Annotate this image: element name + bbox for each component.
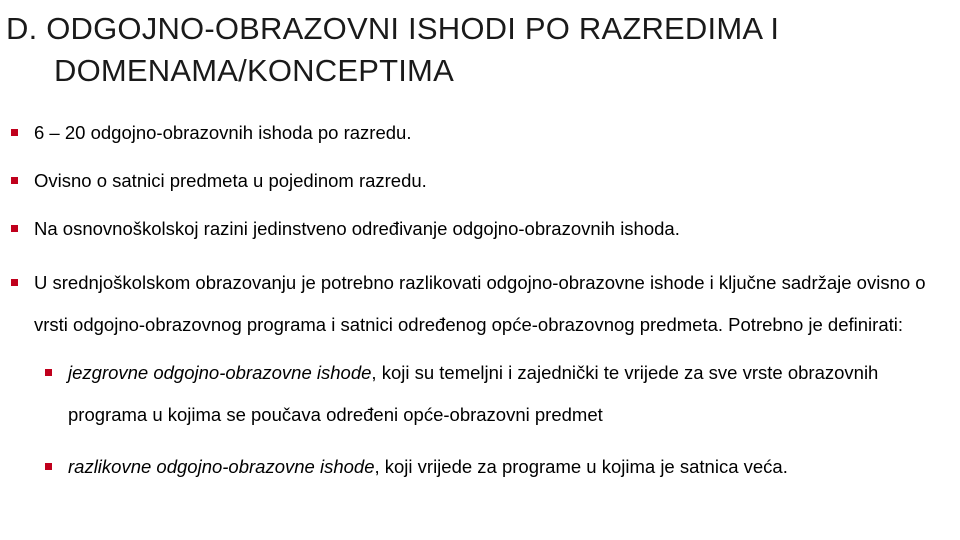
bullet-item [10,262,950,346]
sub-bullet-item [44,446,924,488]
sub-bullet-list [44,352,924,488]
slide-title-line-2: DOMENAMA/KONCEPTIMA [54,53,454,88]
bullet-list [10,118,950,488]
sub-bullet-text: , koji vrijede za programe u kojima je satnica veća. [374,456,788,477]
bullet-item [10,166,950,196]
sub-bullet-term: jezgrovne odgojno-obrazovne ishode [68,362,372,383]
square-bullet-icon [11,129,18,136]
bullet-text: Ovisno o satnici predmeta u pojedinom razredu. [34,170,427,191]
slide-title [6,8,946,92]
sub-bullet-term: razlikovne odgojno-obrazovne ishode [68,456,375,477]
sub-bullet-text: , koji su temeljni i zajednički te vrijede za sve vrste obrazovnih programa u kojima se poučava određeni opće-obrazovni predmet [68,362,879,425]
square-bullet-icon [11,225,18,232]
square-bullet-icon [11,177,18,184]
bullet-text-tail: Potrebno je definirati: [723,314,903,335]
bullet-item [10,214,950,244]
bullet-text: 6 – 20 odgojno-obrazovnih ishoda po razredu. [34,122,412,143]
square-bullet-icon [11,279,18,286]
bullet-text: Na osnovnoškolskoj razini jedinstveno određivanje odgojno-obrazovnih ishoda. [34,218,680,239]
slide-title-line-1: D. ODGOJNO-OBRAZOVNI ISHODI PO RAZREDIMA I [6,11,780,46]
square-bullet-icon [45,369,52,376]
sub-bullet-item [44,352,924,436]
bullet-text: U srednjoškolskom obrazovanju je potrebno razlikovati odgojno-obrazovne ishode i ključne sadržaje ovisno o vrsti odgojno-obrazovnog programa i satnici određenog opće-obrazovnog predmeta. [34,272,926,335]
square-bullet-icon [45,463,52,470]
bullet-item [10,118,950,148]
